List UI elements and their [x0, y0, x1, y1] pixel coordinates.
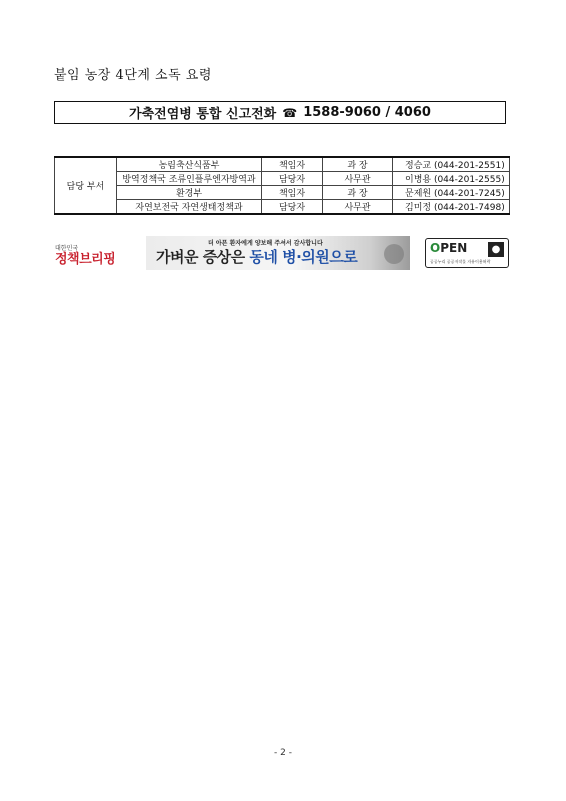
- position-cell: 사무관: [323, 200, 393, 215]
- department-table: [54, 156, 510, 215]
- kogl-open-logo[interactable]: [425, 238, 509, 268]
- table-row: [55, 172, 510, 186]
- hotline-text: 가축전염병 통합 신고전화: [129, 107, 277, 122]
- policy-logo-title: 정책브리핑: [55, 252, 116, 267]
- org-division: 자연보전국 자연생태정책과: [117, 200, 262, 215]
- role-cell: 책임자: [262, 157, 323, 172]
- position-cell: 사무관: [323, 172, 393, 186]
- hotline-box: [54, 101, 506, 124]
- policy-logo-small-text: 대한민국: [55, 245, 79, 252]
- banner-title-b: 동네 병·의원으로: [249, 248, 358, 266]
- hotline-number: 1588-9060 / 4060: [303, 105, 431, 120]
- attribution-person-icon: ●: [488, 242, 504, 257]
- role-cell: 담당자: [262, 172, 323, 186]
- org-division: 방역정책국 조류인플루엔자방역과: [117, 172, 262, 186]
- contact-cell: 정승교 (044-201-2551): [393, 157, 510, 172]
- policy-briefing-logo[interactable]: [55, 243, 119, 273]
- table-row: [55, 186, 510, 200]
- contact-cell: 김미정 (044-201-7498): [393, 200, 510, 215]
- page-number: - 2 -: [274, 748, 292, 758]
- contact-cell: 문제원 (044-201-7245): [393, 186, 510, 200]
- banner-title-a: 가벼운 증상은: [156, 248, 250, 266]
- org-name: 농림축산식품부: [117, 157, 262, 172]
- open-caption: 공공누리 공공저작물 자유이용허락: [430, 259, 491, 264]
- banner-photo-icon: [384, 244, 404, 264]
- banner-subtitle: 더 아픈 환자에게 양보해 주셔서 감사합니다: [208, 240, 323, 247]
- banner-title: [156, 246, 357, 267]
- dept-label: 담당 부서: [55, 157, 117, 214]
- open-wordmark: OPEN: [430, 241, 468, 255]
- org-name: 환경부: [117, 186, 262, 200]
- table-row: [55, 200, 510, 215]
- role-cell: 담당자: [262, 200, 323, 215]
- phone-icon: ☎: [282, 105, 298, 120]
- campaign-banner[interactable]: [146, 236, 410, 270]
- table-row: [55, 157, 510, 172]
- attachment-heading: 붙임 농장 4단계 소독 요령: [54, 68, 212, 83]
- contact-cell: 이병용 (044-201-2555): [393, 172, 510, 186]
- position-cell: 과 장: [323, 157, 393, 172]
- role-cell: 책임자: [262, 186, 323, 200]
- position-cell: 과 장: [323, 186, 393, 200]
